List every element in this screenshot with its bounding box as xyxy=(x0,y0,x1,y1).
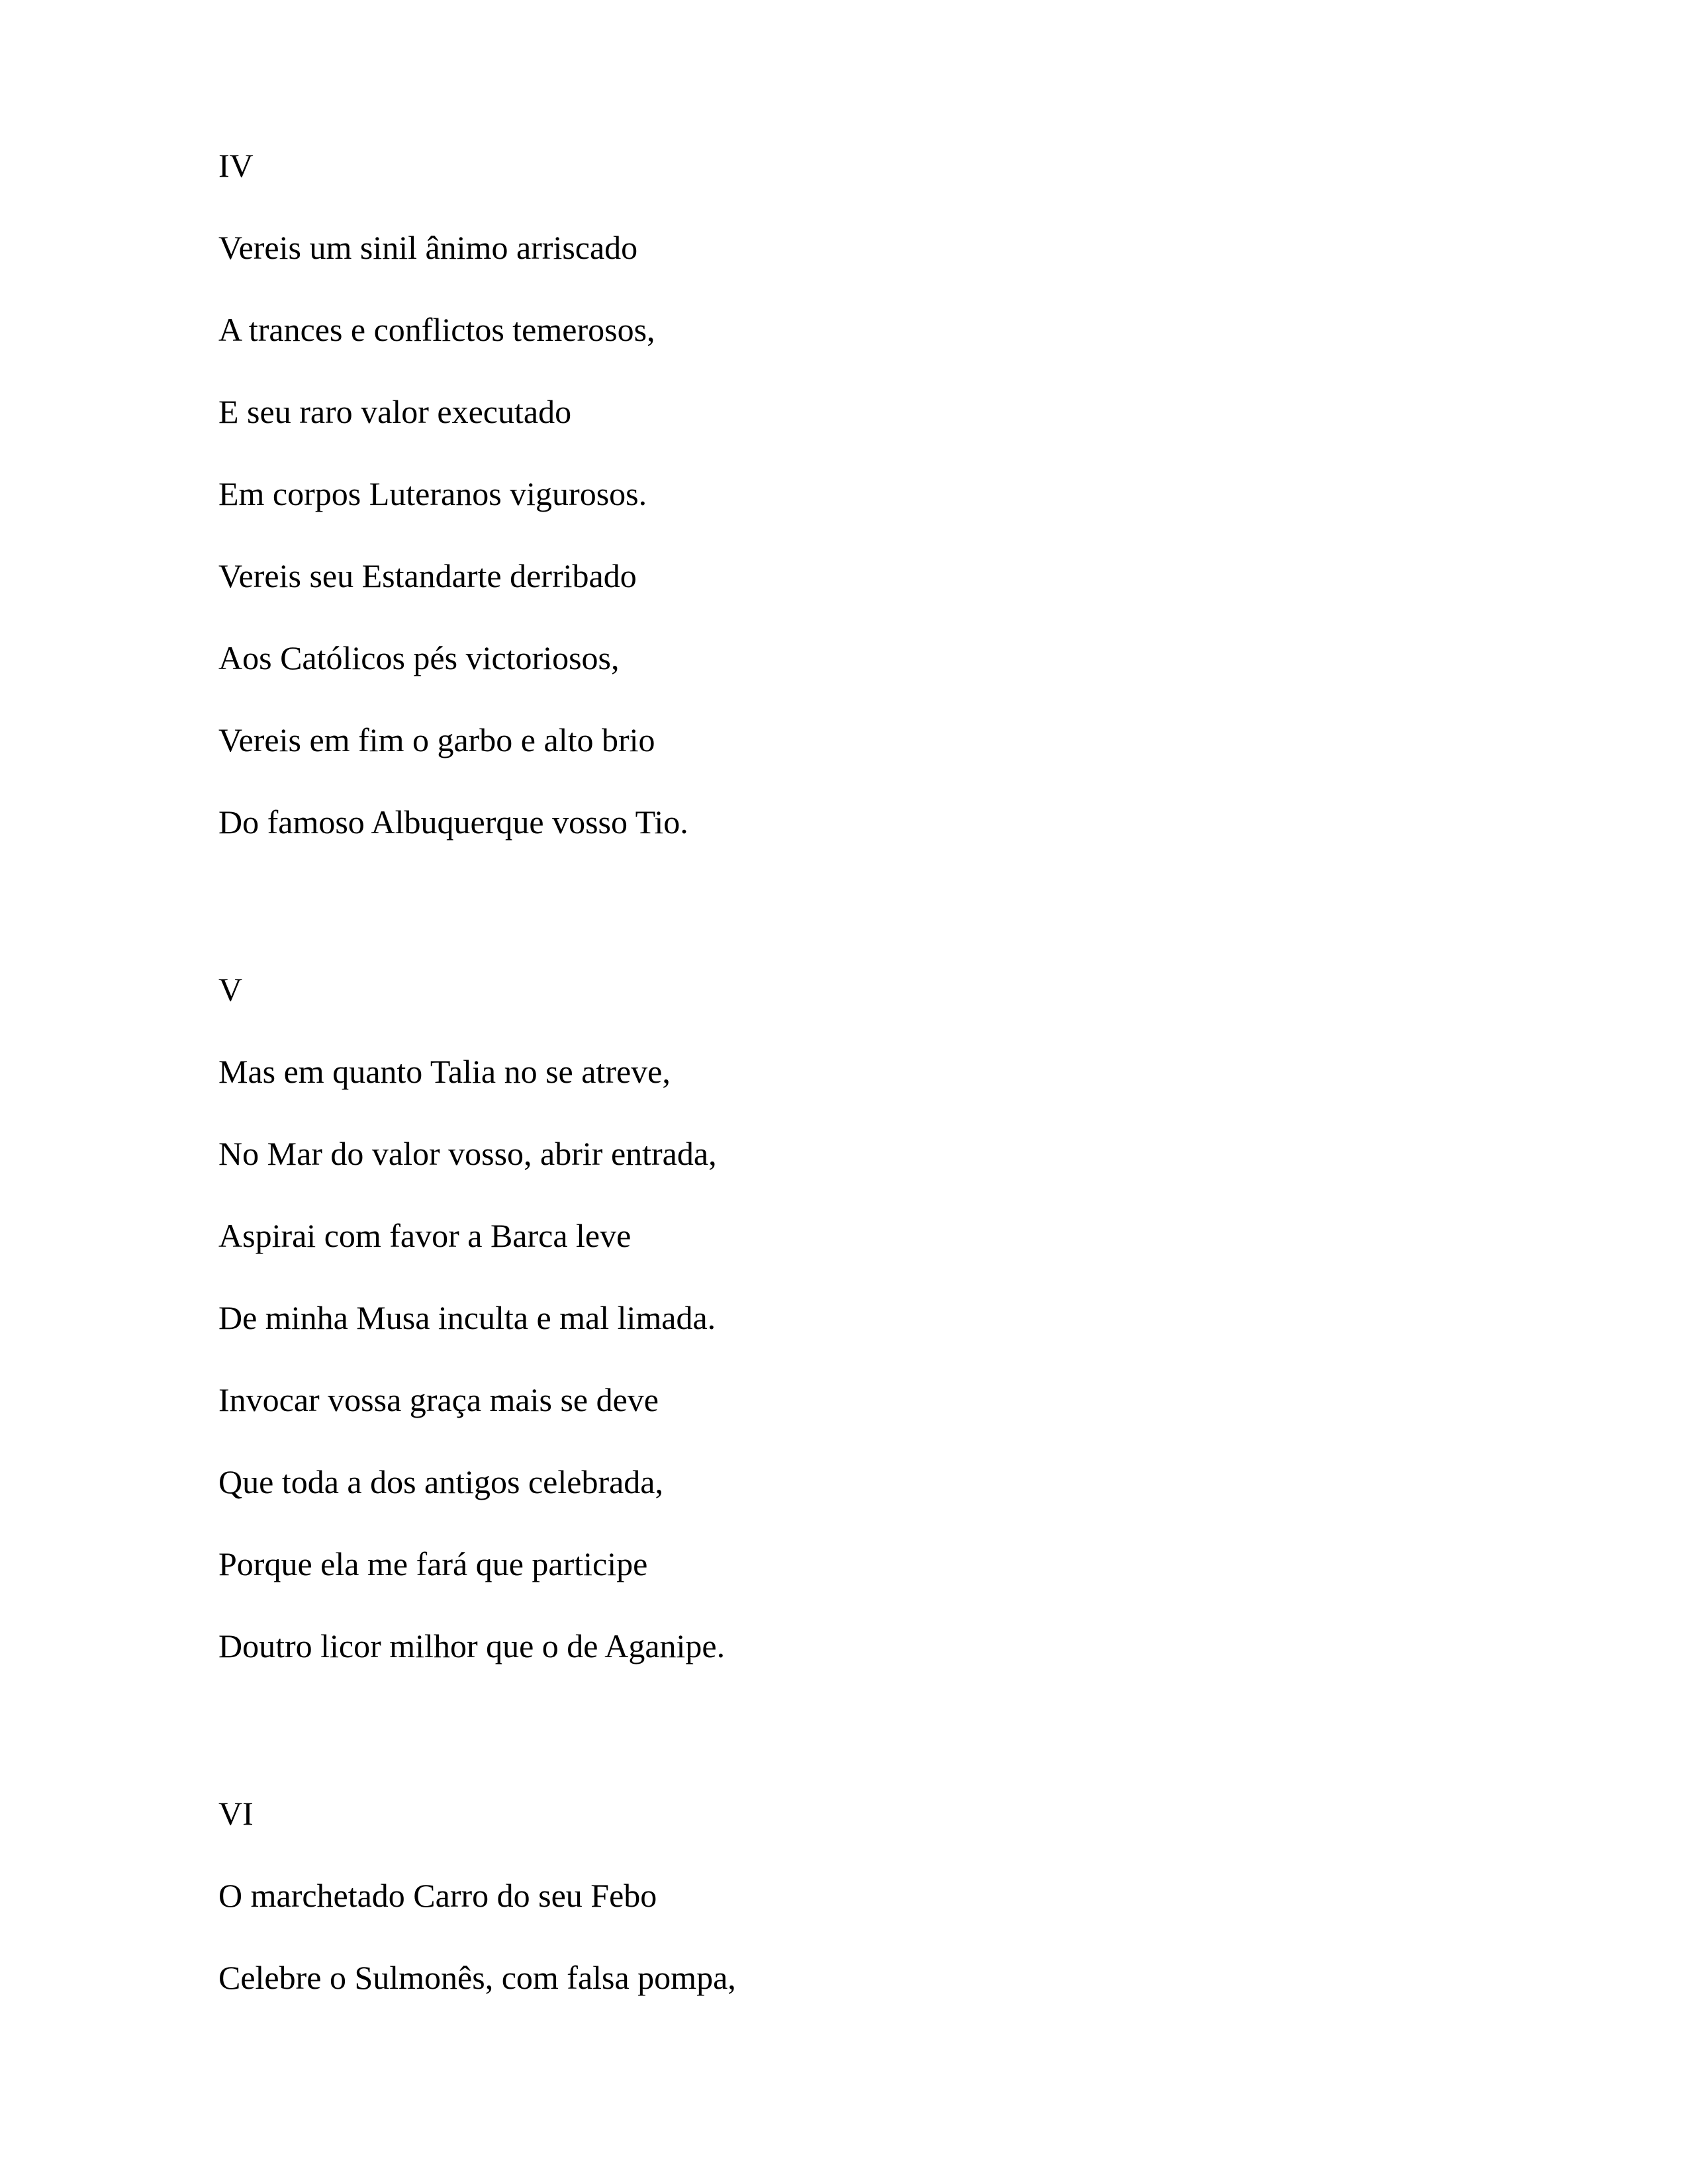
verse-line: Aos Católicos pés victoriosos, xyxy=(218,639,620,676)
verse-line: Em corpos Luteranos vigurosos. xyxy=(218,475,647,512)
stanza-v xyxy=(218,973,1476,1711)
stanza-vi xyxy=(218,1797,1476,2043)
verse-line: O marchetado Carro do seu Febo xyxy=(218,1877,657,1914)
verse-line: Celebre o Sulmonês, com falsa pompa, xyxy=(218,1959,736,1996)
verse-line: De minha Musa inculta e mal limada. xyxy=(218,1299,716,1336)
verse-line: Mas em quanto Talia no se atreve, xyxy=(218,1053,671,1090)
verse-line: A trances e conflictos temerosos, xyxy=(218,311,655,348)
verse-line: Do famoso Albuquerque vosso Tio. xyxy=(218,803,688,841)
stanza-numeral: IV xyxy=(218,147,254,184)
verse-line: Invocar vossa graça mais se deve xyxy=(218,1381,659,1418)
verse-line: Que toda a dos antigos celebrada, xyxy=(218,1463,663,1500)
verse-line: No Mar do valor vosso, abrir entrada, xyxy=(218,1135,717,1172)
stanza-numeral: VI xyxy=(218,1795,254,1832)
verse-line: Vereis um sinil ânimo arriscado xyxy=(218,229,638,266)
stanza-iv xyxy=(218,149,1476,887)
stanza-numeral: V xyxy=(218,971,243,1008)
verse-line: Doutro licor milhor que o de Aganipe. xyxy=(218,1627,726,1664)
verse-line: Vereis seu Estandarte derribado xyxy=(218,557,637,594)
verse-line: Porque ela me fará que participe xyxy=(218,1545,648,1582)
verse-line: Vereis em fim o garbo e alto brio xyxy=(218,721,655,758)
verse-line: E seu raro valor executado xyxy=(218,393,572,430)
verse-line: Aspirai com favor a Barca leve xyxy=(218,1217,632,1254)
